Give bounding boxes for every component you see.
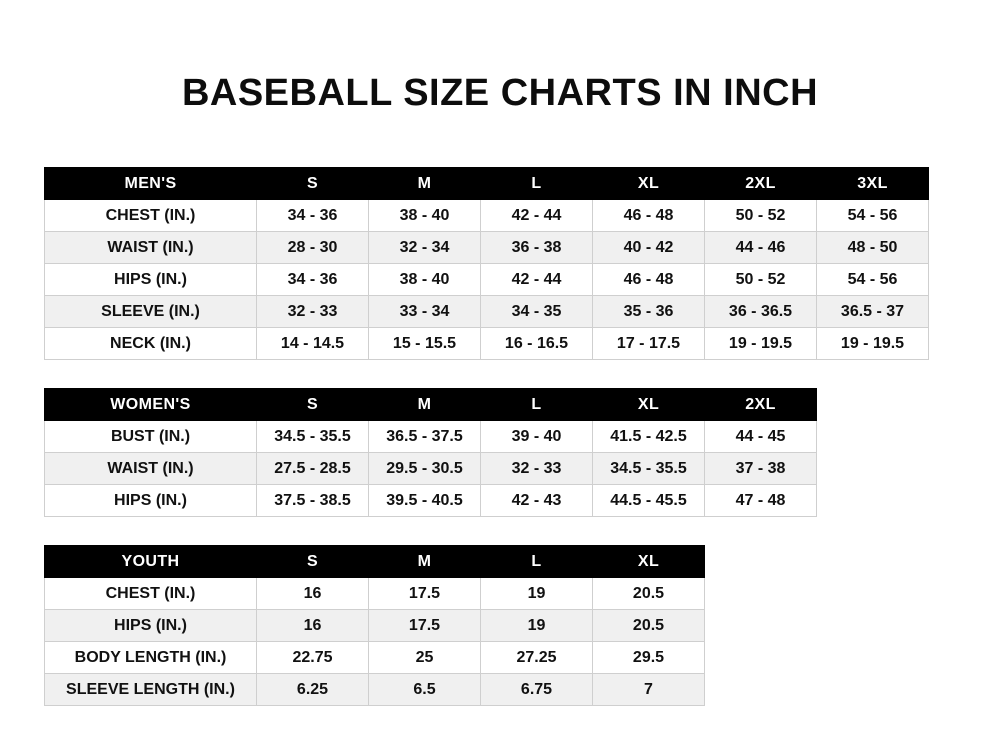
table-cell: 27.25	[481, 642, 593, 674]
table-cell: 7	[593, 674, 705, 706]
table-cell: 39.5 - 40.5	[369, 485, 481, 517]
table-cell: 44 - 46	[705, 232, 817, 264]
table-row	[45, 328, 929, 360]
table-cell: 34 - 36	[257, 264, 369, 296]
table-cell: 41.5 - 42.5	[593, 421, 705, 453]
table-cell: 39 - 40	[481, 421, 593, 453]
table-cell: 36 - 36.5	[705, 296, 817, 328]
row-label: SLEEVE (IN.)	[45, 296, 257, 328]
table-cell: 6.5	[369, 674, 481, 706]
column-header: S	[257, 546, 369, 578]
table-row	[45, 578, 705, 610]
table-header-row	[45, 389, 817, 421]
table-cell: 16	[257, 578, 369, 610]
column-header: 2XL	[705, 168, 817, 200]
row-label: CHEST (IN.)	[45, 200, 257, 232]
table-cell: 17.5	[369, 610, 481, 642]
table-cell: 36 - 38	[481, 232, 593, 264]
table-cell: 20.5	[593, 610, 705, 642]
table-cell: 32 - 33	[481, 453, 593, 485]
table-cell: 27.5 - 28.5	[257, 453, 369, 485]
table-cell: 29.5 - 30.5	[369, 453, 481, 485]
row-label: WAIST (IN.)	[45, 232, 257, 264]
table-cell: 34 - 36	[257, 200, 369, 232]
column-header: 3XL	[817, 168, 929, 200]
table-cell: 34.5 - 35.5	[593, 453, 705, 485]
column-header: M	[369, 546, 481, 578]
table-cell: 44.5 - 45.5	[593, 485, 705, 517]
table-cell: 42 - 44	[481, 264, 593, 296]
table-cell: 34 - 35	[481, 296, 593, 328]
table-cell: 19 - 19.5	[705, 328, 817, 360]
page-title: BASEBALL SIZE CHARTS IN INCH	[181, 72, 819, 114]
column-header: L	[481, 389, 593, 421]
table-row	[45, 485, 817, 517]
table-cell: 44 - 45	[705, 421, 817, 453]
table-cell: 36.5 - 37.5	[369, 421, 481, 453]
column-header: XL	[593, 389, 705, 421]
table-cell: 17 - 17.5	[593, 328, 705, 360]
table-cell: 19	[481, 578, 593, 610]
table-row	[45, 674, 705, 706]
table-cell: 37 - 38	[705, 453, 817, 485]
table-cell: 46 - 48	[593, 200, 705, 232]
table-cell: 6.75	[481, 674, 593, 706]
row-label: WAIST (IN.)	[45, 453, 257, 485]
row-label: HIPS (IN.)	[45, 485, 257, 517]
column-header: YOUTH	[45, 546, 257, 578]
column-header: MEN'S	[45, 168, 257, 200]
column-header: XL	[593, 546, 705, 578]
table-cell: 32 - 34	[369, 232, 481, 264]
column-header: L	[481, 168, 593, 200]
table-cell: 15 - 15.5	[369, 328, 481, 360]
table-cell: 42 - 44	[481, 200, 593, 232]
column-header: XL	[593, 168, 705, 200]
table-cell: 32 - 33	[257, 296, 369, 328]
table-row	[45, 264, 929, 296]
row-label: SLEEVE LENGTH (IN.)	[45, 674, 257, 706]
mens-size-table	[44, 167, 929, 360]
column-header: 2XL	[705, 389, 817, 421]
table-cell: 17.5	[369, 578, 481, 610]
table-row	[45, 232, 929, 264]
column-header: WOMEN'S	[45, 389, 257, 421]
table-cell: 19	[481, 610, 593, 642]
table-cell: 22.75	[257, 642, 369, 674]
table-cell: 50 - 52	[705, 200, 817, 232]
table-cell: 48 - 50	[817, 232, 929, 264]
row-label: HIPS (IN.)	[45, 610, 257, 642]
table-cell: 46 - 48	[593, 264, 705, 296]
table-cell: 25	[369, 642, 481, 674]
table-cell: 50 - 52	[705, 264, 817, 296]
table-cell: 19 - 19.5	[817, 328, 929, 360]
row-label: NECK (IN.)	[45, 328, 257, 360]
table-cell: 16	[257, 610, 369, 642]
table-cell: 16 - 16.5	[481, 328, 593, 360]
column-header: L	[481, 546, 593, 578]
row-label: BUST (IN.)	[45, 421, 257, 453]
table-header-row	[45, 546, 705, 578]
table-cell: 34.5 - 35.5	[257, 421, 369, 453]
table-cell: 36.5 - 37	[817, 296, 929, 328]
table-cell: 6.25	[257, 674, 369, 706]
table-cell: 42 - 43	[481, 485, 593, 517]
table-cell: 38 - 40	[369, 264, 481, 296]
table-cell: 54 - 56	[817, 264, 929, 296]
table-row	[45, 421, 817, 453]
table-spacer	[44, 360, 956, 388]
column-header: M	[369, 389, 481, 421]
table-cell: 14 - 14.5	[257, 328, 369, 360]
table-header-row	[45, 168, 929, 200]
table-row	[45, 200, 929, 232]
table-row	[45, 610, 705, 642]
table-row	[45, 296, 929, 328]
table-cell: 28 - 30	[257, 232, 369, 264]
column-header: S	[257, 389, 369, 421]
table-cell: 47 - 48	[705, 485, 817, 517]
table-cell: 38 - 40	[369, 200, 481, 232]
table-cell: 54 - 56	[817, 200, 929, 232]
table-cell: 20.5	[593, 578, 705, 610]
table-row	[45, 453, 817, 485]
youth-size-table	[44, 545, 705, 706]
table-cell: 29.5	[593, 642, 705, 674]
column-header: S	[257, 168, 369, 200]
table-cell: 40 - 42	[593, 232, 705, 264]
table-cell: 37.5 - 38.5	[257, 485, 369, 517]
row-label: BODY LENGTH (IN.)	[45, 642, 257, 674]
row-label: HIPS (IN.)	[45, 264, 257, 296]
table-cell: 33 - 34	[369, 296, 481, 328]
table-cell: 35 - 36	[593, 296, 705, 328]
row-label: CHEST (IN.)	[45, 578, 257, 610]
table-spacer	[44, 517, 956, 545]
womens-size-table	[44, 388, 817, 517]
size-charts-container	[0, 167, 1000, 706]
table-row	[45, 642, 705, 674]
column-header: M	[369, 168, 481, 200]
